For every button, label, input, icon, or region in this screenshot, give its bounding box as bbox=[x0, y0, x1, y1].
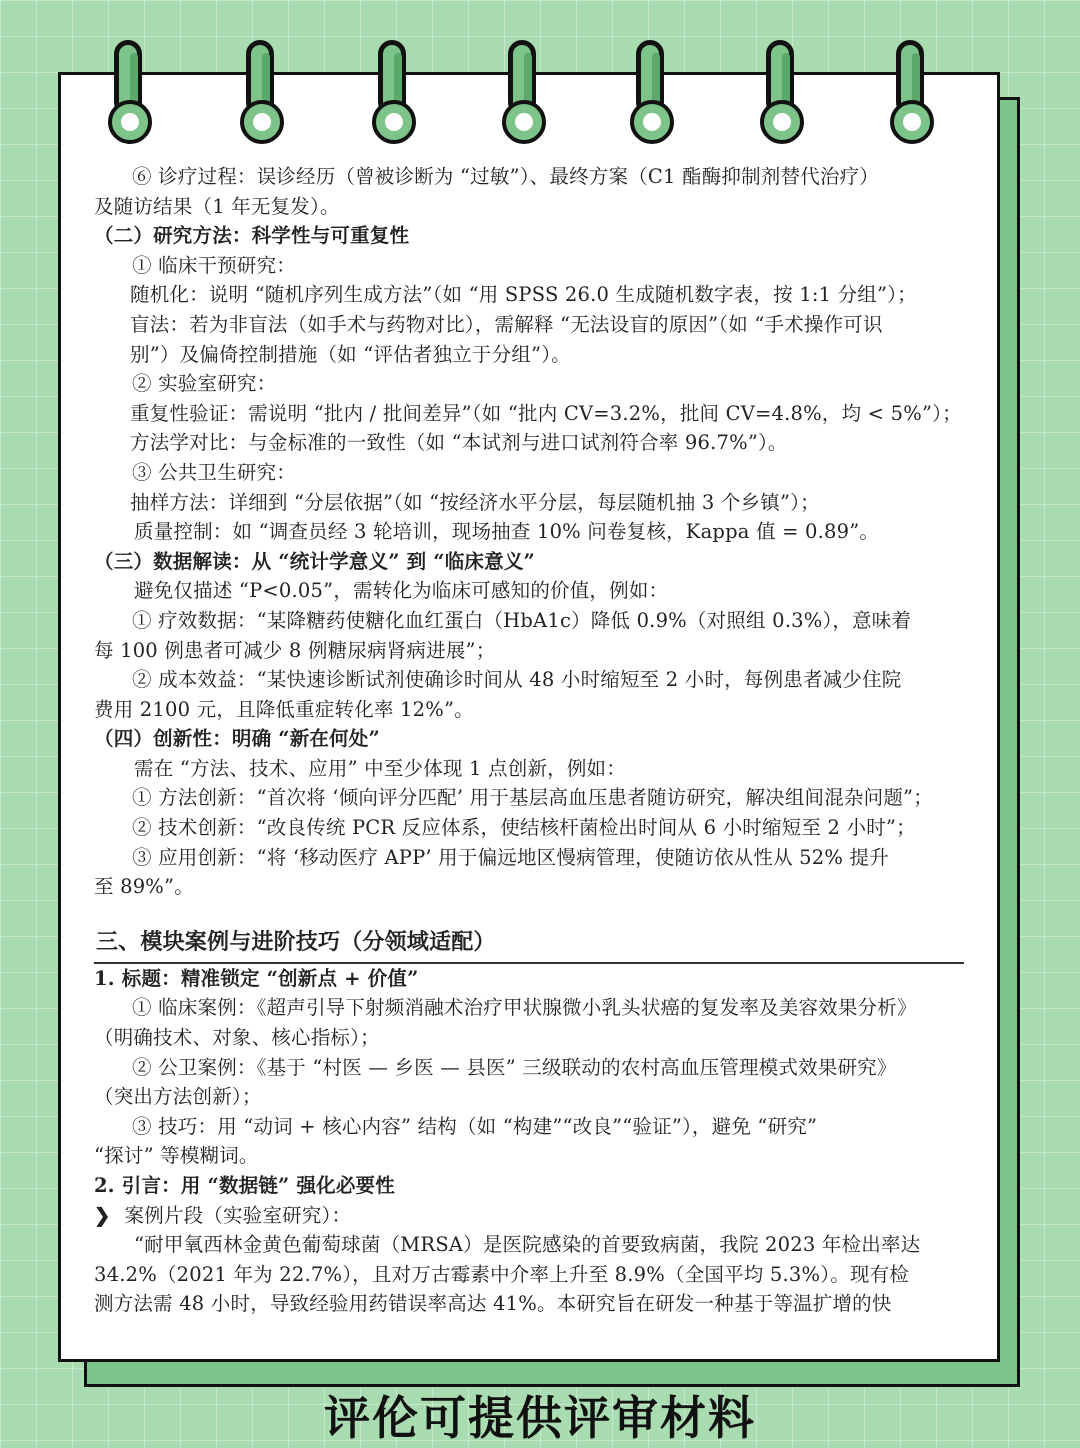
body-line-with-arrow bbox=[94, 1201, 964, 1231]
body-line: ② 技术创新：“改良传统 PCR 反应体系，使结核杆菌检出时间从 6 小时缩短至 2 小时”； bbox=[132, 816, 916, 840]
body-line-text: 案例片段（实验室研究）： bbox=[124, 1203, 352, 1227]
body-line: 测方法需 48 小时，导致经验用药错误率高达 41%。本研究旨在研发一种基于等温扩增的快 bbox=[94, 1292, 892, 1316]
binder-ring-icon bbox=[890, 40, 938, 136]
body-line: 避免仅描述 “P<0.05”，需转化为临床可感知的价值，例如： bbox=[134, 579, 669, 603]
body-line: ③ 应用创新：“将 ‘移动医疗 APP’ 用于偏远地区慢病管理，使随访依从性从 52% 提升 bbox=[132, 845, 889, 869]
binder-ring-icon bbox=[502, 40, 550, 136]
body-line: ① 方法创新：“首次将 ‘倾向评分匹配’ 用于基层高血压患者随访研究，解决组间混杂问题”； bbox=[132, 786, 933, 810]
body-line: 抽样方法：详细到 “分层依据”（如 “按经济水平分层，每层随机抽 3 个乡镇”）； bbox=[130, 490, 820, 514]
body-line: 重复性验证：需说明 “批内 / 批间差异”（如 “批内 CV=3.2%，批间 CV=4.8%，均 < 5%”）； bbox=[130, 401, 962, 425]
binder-ring-icon bbox=[240, 40, 288, 136]
document-body bbox=[94, 162, 964, 1319]
body-line: （明确技术、对象、核心指标）； bbox=[94, 1026, 380, 1050]
body-line: ③ 技巧：用 “动词 + 核心内容” 结构（如 “构建”“改良”“验证”），避免 “研究” bbox=[132, 1114, 818, 1138]
body-line: 每 100 例患者可减少 8 例糖尿病肾病进展”； bbox=[94, 638, 496, 662]
body-line: ② 实验室研究： bbox=[132, 372, 277, 396]
body-line: ① 疗效数据：“某降糖药使糖化血红蛋白（HbA1c）降低 0.9%（对照组 0.3%），意味着 bbox=[132, 608, 912, 632]
body-line: 质量控制：如 “调查员经 3 轮培训，现场抽查 10% 问卷复核，Kappa 值 = 0.89”。 bbox=[134, 520, 880, 544]
body-line: ① 临床干预研究： bbox=[132, 253, 296, 277]
body-line: 及随访结果（1 年无复发）。 bbox=[94, 194, 340, 218]
body-line: 需在 “方法、技术、应用” 中至少体现 1 点创新，例如： bbox=[134, 756, 626, 780]
binder-ring-icon bbox=[108, 40, 156, 136]
binder-ring-icon bbox=[372, 40, 420, 136]
subsection-heading: （二）研究方法：科学性与可重复性 bbox=[94, 224, 410, 248]
subsection-heading: （四）创新性：明确 “新在何处” bbox=[94, 727, 380, 751]
body-line: 盲法：若为非盲法（如手术与药物对比），需解释 “无法设盲的原因”（如 “手术操作可识 bbox=[130, 312, 883, 336]
body-line: 方法学对比：与金标准的一致性（如 “本试剂与进口试剂符合率 96.7%”）。 bbox=[130, 431, 788, 455]
body-line: ① 临床案例：《超声引导下射频消融术治疗甲状腺微小乳头状癌的复发率及美容效果分析》 bbox=[132, 996, 917, 1020]
body-line: 34.2%（2021 年为 22.7%），且对万古霉素中介率上升至 8.9%（全国平均 5.3%）。现有检 bbox=[94, 1262, 909, 1286]
body-line: ③ 公共卫生研究： bbox=[132, 460, 296, 484]
section-title: 三、模块案例与进阶技巧（分领域适配） bbox=[94, 920, 964, 964]
subsection-heading: 2. 引言：用 “数据链” 强化必要性 bbox=[94, 1174, 395, 1197]
body-line: ② 公卫案例：《基于 “村医 — 乡医 — 县医” 三级联动的农村高血压管理模式效果研究》 bbox=[132, 1055, 897, 1079]
body-line: ⑥ 诊疗过程：误诊经历（曾被诊断为 “过敏”）、最终方案（C1 酯酶抑制剂替代治疗） bbox=[132, 165, 880, 188]
chevron-right-icon: ❯ bbox=[94, 1203, 111, 1227]
binder-ring-icon bbox=[760, 40, 808, 136]
subsection-heading: （三）数据解读：从 “统计学意义” 到 “临床意义” bbox=[94, 549, 535, 573]
footer-caption: 评伦可提供评审材料 bbox=[324, 1391, 756, 1445]
body-line: （突出方法创新）； bbox=[94, 1085, 262, 1109]
body-line: 费用 2100 元，且降低重症转化率 12%”。 bbox=[94, 697, 474, 721]
body-line: “探讨” 等模糊词。 bbox=[94, 1144, 259, 1168]
body-line: 别”）及偏倚控制措施（如 “评估者独立于分组”）。 bbox=[130, 342, 571, 366]
body-line: 至 89%”。 bbox=[94, 875, 194, 899]
binder-ring-icon bbox=[630, 40, 678, 136]
body-line: 随机化：说明 “随机序列生成方法”（如 “用 SPSS 26.0 生成随机数字表，按 1:1 分组”）； bbox=[130, 283, 917, 307]
body-line: ② 成本效益：“某快速诊断试剂使确诊时间从 48 小时缩短至 2 小时，每例患者减少住院 bbox=[132, 668, 902, 692]
subsection-heading: 1. 标题：精准锁定 “创新点 + 价值” bbox=[94, 966, 419, 990]
body-line: “耐甲氧西林金黄色葡萄球菌（MRSA）是医院感染的首要致病菌，我院 2023 年检出率达 bbox=[134, 1233, 921, 1257]
